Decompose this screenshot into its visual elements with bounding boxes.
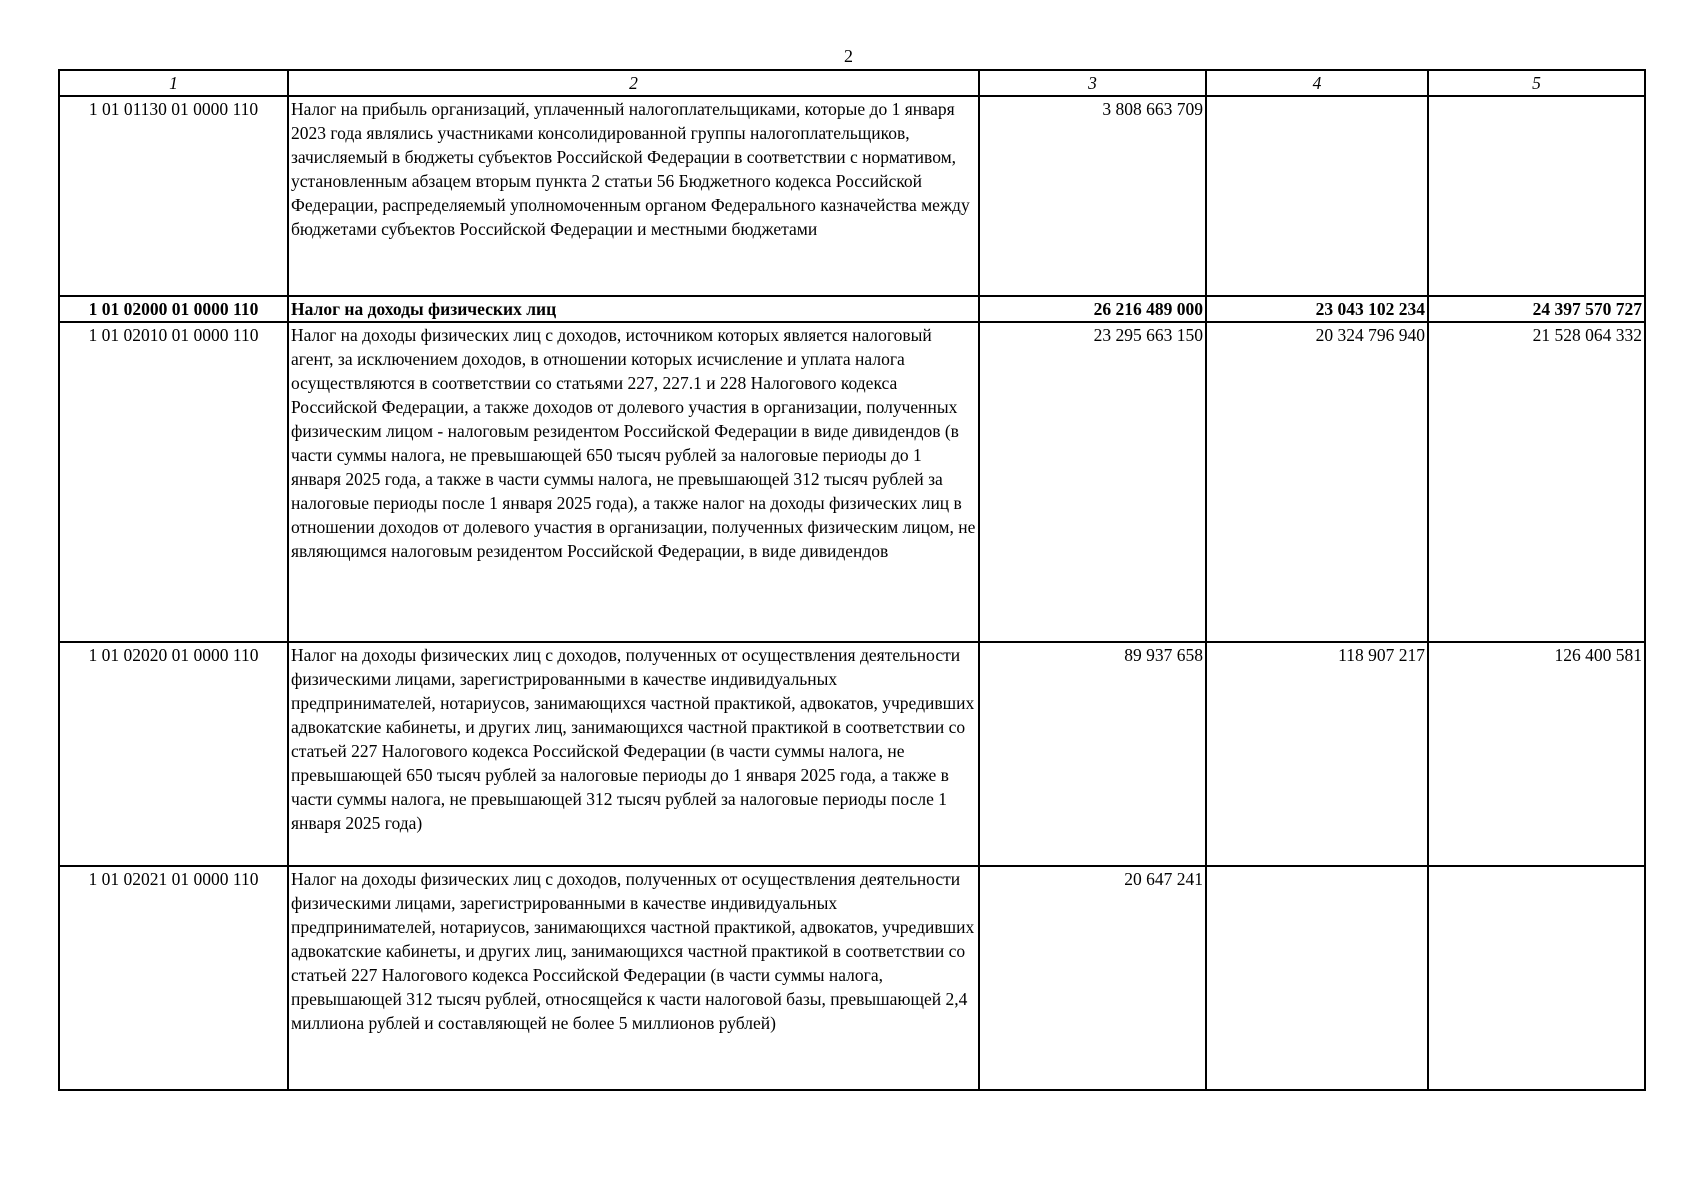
amount-col5-cell [1428, 866, 1645, 1090]
amount-col4-cell: 118 907 217 [1206, 642, 1428, 866]
amount-col3-cell: 23 295 663 150 [979, 322, 1206, 642]
amount-col5-cell: 24 397 570 727 [1428, 296, 1645, 322]
column-header-5: 5 [1428, 70, 1645, 96]
budget-code-cell: 1 01 02000 01 0000 110 [59, 296, 288, 322]
column-header-4: 4 [1206, 70, 1428, 96]
budget-revenue-table [58, 69, 1646, 1091]
table-header-row [59, 70, 1645, 96]
revenue-name-cell: Налог на доходы физических лиц [288, 296, 979, 322]
table-row [59, 322, 1645, 642]
budget-code-cell: 1 01 01130 01 0000 110 [59, 96, 288, 296]
column-header-1: 1 [59, 70, 288, 96]
revenue-name-cell: Налог на доходы физических лиц с доходов, источником которых является налоговый агент, за исключением доходов, в отношении которых исчисление и уплата налога осуществляются в соответствии со статьями 227, 227.1 и 228 Налогового кодекса Российской Федерации, а также доходов от долевого участия в организации, полученных физическим лицом - налоговым резидентом Российской Федерации в виде дивидендов (в части суммы налога, не превышающей 650 тысяч рублей за налоговые периоды до 1 января 2025 года, а также в части суммы налога, не превышающей 312 тысяч рублей за налоговые периоды после 1 января 2025 года), а также налог на доходы физических лиц в отношении доходов от долевого участия в организации, полученных физическим лицом, не являющимся налоговым резидентом Российской Федерации, в виде дивидендов [288, 322, 979, 642]
amount-col4-cell: 20 324 796 940 [1206, 322, 1428, 642]
page-number: 2 [844, 46, 853, 66]
column-header-2: 2 [288, 70, 979, 96]
amount-col5-cell: 21 528 064 332 [1428, 322, 1645, 642]
table-row [59, 642, 1645, 866]
amount-col5-cell [1428, 96, 1645, 296]
amount-col3-cell: 3 808 663 709 [979, 96, 1206, 296]
table-row-total [59, 296, 1645, 322]
column-header-3: 3 [979, 70, 1206, 96]
amount-col4-cell [1206, 866, 1428, 1090]
revenue-name-cell: Налог на доходы физических лиц с доходов, полученных от осуществления деятельности физическими лицами, зарегистрированными в качестве индивидуальных предпринимателей, нотариусов, занимающихся частной практикой, адвокатов, учредивших адвокатские кабинеты, и других лиц, занимающихся частной практикой в соответствии со статьей 227 Налогового кодекса Российской Федерации (в части суммы налога, превышающей 312 тысяч рублей, относящейся к части налоговой базы, превышающей 2,4 миллиона рублей и составляющей не более 5 миллионов рублей) [288, 866, 979, 1090]
revenue-name-cell: Налог на прибыль организаций, уплаченный налогоплательщиками, которые до 1 января 2023 года являлись участниками консолидированной группы налогоплательщиков, зачисляемый в бюджеты субъектов Российской Федерации в соответствии с нормативом, установленным абзацем вторым пункта 2 статьи 56 Бюджетного кодекса Российской Федерации, распределяемый уполномоченным органом Федерального казначейства между бюджетами субъектов Российской Федерации и местными бюджетами [288, 96, 979, 296]
revenue-name-cell: Налог на доходы физических лиц с доходов, полученных от осуществления деятельности физическими лицами, зарегистрированными в качестве индивидуальных предпринимателей, нотариусов, занимающихся частной практикой, адвокатов, учредивших адвокатские кабинеты, и других лиц, занимающихся частной практикой в соответствии со статьей 227 Налогового кодекса Российской Федерации (в части суммы налога, не превышающей 650 тысяч рублей за налоговые периоды до 1 января 2025 года, а также в части суммы налога, не превышающей 312 тысяч рублей за налоговые периоды после 1 января 2025 года) [288, 642, 979, 866]
amount-col5-cell: 126 400 581 [1428, 642, 1645, 866]
amount-col4-cell [1206, 96, 1428, 296]
budget-code-cell: 1 01 02010 01 0000 110 [59, 322, 288, 642]
amount-col3-cell: 89 937 658 [979, 642, 1206, 866]
budget-code-cell: 1 01 02021 01 0000 110 [59, 866, 288, 1090]
amount-col3-cell: 20 647 241 [979, 866, 1206, 1090]
table-row [59, 866, 1645, 1090]
amount-col3-cell: 26 216 489 000 [979, 296, 1206, 322]
amount-col4-cell: 23 043 102 234 [1206, 296, 1428, 322]
table-row [59, 96, 1645, 296]
budget-code-cell: 1 01 02020 01 0000 110 [59, 642, 288, 866]
